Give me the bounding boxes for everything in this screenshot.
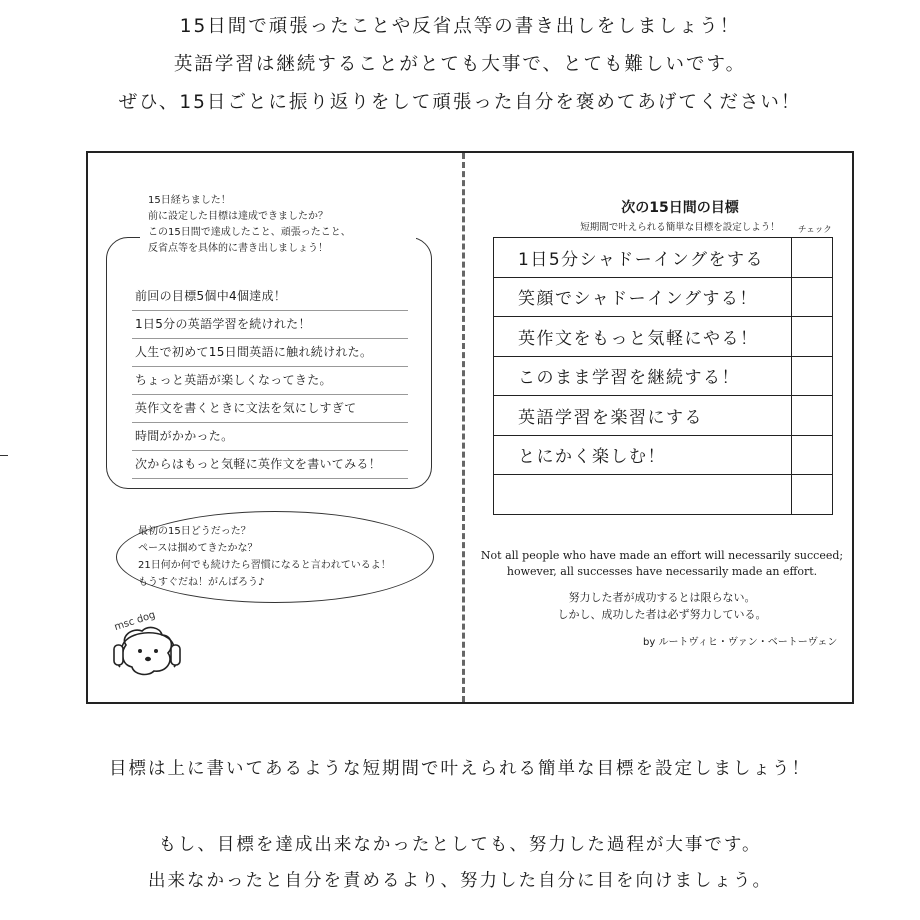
goal-row (494, 317, 832, 357)
prompt-line: この15日間で達成したこと、頑張ったこと、 (148, 227, 351, 238)
bubble-line: 最初の15日どうだった？ (138, 526, 251, 537)
goal-text: とにかく楽しむ！ (518, 447, 666, 468)
goal-text: 英語学習を楽習にする (518, 407, 703, 428)
goal-checkbox[interactable] (791, 475, 832, 514)
prompt-line: 15日経ちました！ (148, 195, 231, 206)
quote-english (480, 548, 844, 580)
reflection-line: 次からはもっと気軽に英作文を書いてみる！ (132, 451, 408, 479)
dog-mascot-illustration (104, 601, 194, 681)
bottom-line-1: 目標は上に書いてあるような短期間で叶えられる簡単な目標を設定しましょう！ (109, 759, 811, 779)
quote-japanese (480, 589, 844, 623)
bottom-line-3: 出来なかったと自分を責めるより、努力した自分に目を向けましょう。 (148, 871, 772, 891)
intro-text (0, 8, 920, 122)
goals-subtitle: 短期間で叶えられる簡単な目標を設定しよう！ (580, 222, 780, 233)
bottom-line-2: もし、目標を達成出来なかったとしても、努力した過程が大事です。 (158, 835, 762, 855)
journal-spread (86, 151, 854, 704)
goal-text: このまま学習を継続する！ (518, 368, 740, 389)
goal-checkbox[interactable] (791, 238, 832, 277)
reflection-line: 人生で初めて15日間英語に触れ続けれた。 (132, 339, 408, 367)
goal-text (494, 475, 791, 514)
goal-checkbox[interactable] (791, 357, 832, 396)
intro-line-3: ぜひ、15日ごとに振り返りをして頑張った自分を褒めてあげてください！ (118, 92, 802, 113)
goal-text: 英作文をもっと気軽にやる！ (518, 328, 759, 349)
goal-row (494, 238, 832, 278)
intro-line-2: 英語学習は継続することがとても大事で、とても難しいです。 (173, 54, 747, 75)
reflection-line: 時間がかかった。 (132, 423, 408, 451)
margin-mark (0, 455, 8, 456)
goal-row (494, 436, 832, 476)
reflection-line: 1日5分の英語学習を続けれた！ (132, 311, 408, 339)
goal-checkbox[interactable] (791, 278, 832, 317)
check-column-label: チェック (798, 225, 832, 235)
quote-ja-line: 努力した者が成功するとは限らない。 (568, 591, 756, 604)
quote-author: by ルートヴィヒ・ヴァン・ベートーヴェン (643, 637, 838, 648)
page-divider (462, 153, 465, 702)
quote-en-line: Not all people who have made an effort will necessarily succeed; (480, 549, 844, 562)
reflection-lines (132, 283, 408, 479)
goal-text: 笑顔でシャドーイングする！ (518, 289, 758, 310)
bubble-line: 21日何か何でも続けたら習慣になると言われているよ！ (138, 560, 391, 571)
goal-row (494, 357, 832, 397)
intro-line-1: 15日間で頑張ったことや反省点等の書き出しをしましょう！ (179, 16, 741, 37)
speech-bubble-text (138, 523, 391, 591)
quote-ja-line: しかし、成功した者は必ず努力している。 (557, 608, 767, 621)
goal-row-empty (494, 475, 832, 514)
goal-checkbox[interactable] (791, 317, 832, 356)
goal-checkbox[interactable] (791, 436, 832, 475)
reflection-line: ちょっと英語が楽しくなってきた。 (132, 367, 408, 395)
reflection-line: 前回の目標5個中4個達成！ (132, 283, 408, 311)
goal-row (494, 278, 832, 318)
goal-row (494, 396, 832, 436)
reflection-line: 英作文を書くときに文法を気にしすぎて (132, 395, 408, 423)
goals-title: 次の15日間の目標 (621, 200, 739, 216)
mascot-label: msc dog (112, 609, 157, 634)
reflection-prompt (140, 193, 416, 257)
prompt-line: 反省点等を具体的に書き出しましょう！ (148, 243, 328, 254)
bubble-line: ペースは掴めてきたかな？ (138, 543, 258, 554)
prompt-line: 前に設定した目標は達成できましたか？ (148, 211, 328, 222)
goals-table (493, 237, 833, 515)
goal-text: 1日5分シャドーイングをする (518, 249, 764, 270)
quote-en-line: however, all successes have necessarily made an effort. (506, 565, 818, 578)
bubble-line: もうすぐだね！がんばろう♪ (138, 577, 265, 588)
goal-checkbox[interactable] (791, 396, 832, 435)
